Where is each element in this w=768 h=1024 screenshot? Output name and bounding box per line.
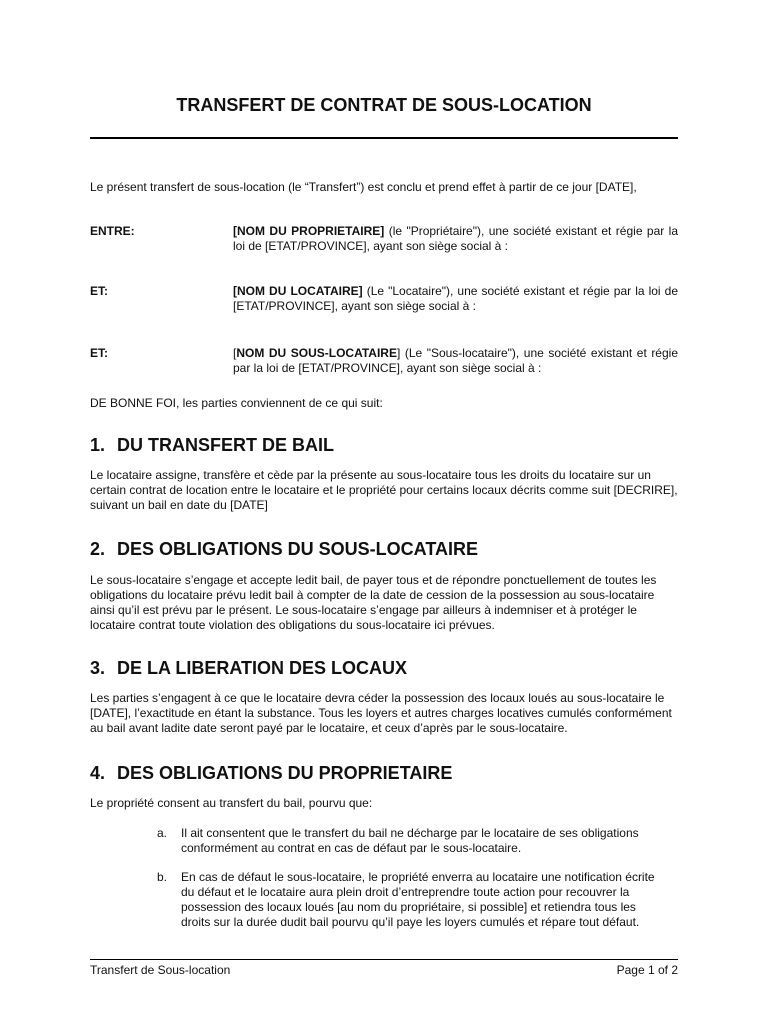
section-body-3: Les parties s’engagent à ce que le locataire devra céder la possession des locaux loués au sous-locataire le [DATE], l’exactitude en étant la substance. Tous les loyers et autres charges locatives cumulés conformément au bail avant ladite date seront payé par le locataire, et ceux d’après par le sous-locataire. bbox=[90, 691, 672, 735]
section-heading-2: 2. DES OBLIGATIONS DU SOUS-LOCATAIRE bbox=[90, 539, 479, 559]
party-label: ET: bbox=[90, 346, 108, 360]
party-label: ET: bbox=[90, 284, 108, 298]
section-heading-1: 1. DU TRANSFERT DE BAIL bbox=[90, 435, 334, 455]
intro-paragraph: Le présent transfert de sous-location (le “Transfert”) est conclu et prend effet à partir de ce jour [DATE], bbox=[90, 180, 637, 194]
footer-document-name: Transfert de Sous-location bbox=[90, 963, 231, 977]
section-body-2: Le sous-locataire s’engage et accepte ledit bail, de payer tous et de répondre ponctuellement de toutes les obligations du locataire prévu ledit bail à compter de la date de cession de la possession au sous-locataire ainsi qu’il est prévu par le présent. Le sous-locataire s’engage par ailleurs à indemniser et à protéger le locataire contrat toute violation des obligations du sous-locataire ici prévues. bbox=[90, 573, 657, 632]
footer-divider bbox=[90, 959, 678, 960]
document-title: TRANSFERT DE CONTRAT DE SOUS-LOCATION bbox=[176, 95, 592, 115]
party-name: [NOM DU PROPRIETAIRE] bbox=[233, 224, 385, 238]
list-item-letter: a. bbox=[157, 826, 168, 840]
party-description: [NOM DU SOUS-LOCATAIRE] (Le "Sous-locataire"), une société existant et régie par la loi de [ETAT/PROVINCE], ayant son siège social à : bbox=[233, 346, 678, 375]
footer-page-number: Page 1 of 2 bbox=[616, 963, 678, 977]
party-name: [NOM DU LOCATAIRE] bbox=[233, 284, 363, 298]
section-body-4: Le propriété consent au transfert du bail, pourvu que: bbox=[90, 796, 373, 810]
good-faith-paragraph: DE BONNE FOI, les parties conviennent de ce qui suit: bbox=[90, 396, 383, 410]
list-item-letter: b. bbox=[157, 870, 168, 884]
list-item-text: En cas de défaut le sous-locataire, le propriété enverra au locataire une notification écrite du défaut et le locataire aura plein droit d’entreprendre toute action pour recouvrer la possession des locaux loués [au nom du propriétaire, si possible] et retiendra tous les droits sur la durée dudit bail pourvu qu’il paye les loyers cumulés et répare tout défaut. bbox=[181, 870, 655, 929]
list-item-text: Il ait consentent que le transfert du bail ne décharge par le locataire de ses obligations conformément au contrat en cas de défaut par le sous-locataire. bbox=[181, 826, 639, 855]
party-description: [NOM DU LOCATAIRE] (Le "Locataire"), une société existant et régie par la loi de [ETAT/PROVINCE], ayant son siège social à : bbox=[233, 284, 679, 313]
party-description: [NOM DU PROPRIETAIRE] (le "Propriétaire"), une société existant et régie par la loi de [ETAT/PROVINCE], ayant son siège social à : bbox=[233, 224, 679, 253]
title-divider bbox=[90, 137, 678, 139]
party-label: ENTRE: bbox=[90, 224, 135, 238]
section-heading-4: 4. DES OBLIGATIONS DU PROPRIETAIRE bbox=[90, 763, 453, 783]
party-name: NOM DU SOUS-LOCATAIRE bbox=[236, 346, 397, 360]
section-body-1: Le locataire assigne, transfère et cède par la présente au sous-locataire tous les droits du locataire sur un certain contrat de location entre le locataire et le propriété pour certains locaux décrits comme suit [DECRIRE], suivant un bail en date du [DATE] bbox=[90, 468, 678, 512]
section-heading-3: 3. DE LA LIBERATION DES LOCAUX bbox=[90, 658, 408, 678]
